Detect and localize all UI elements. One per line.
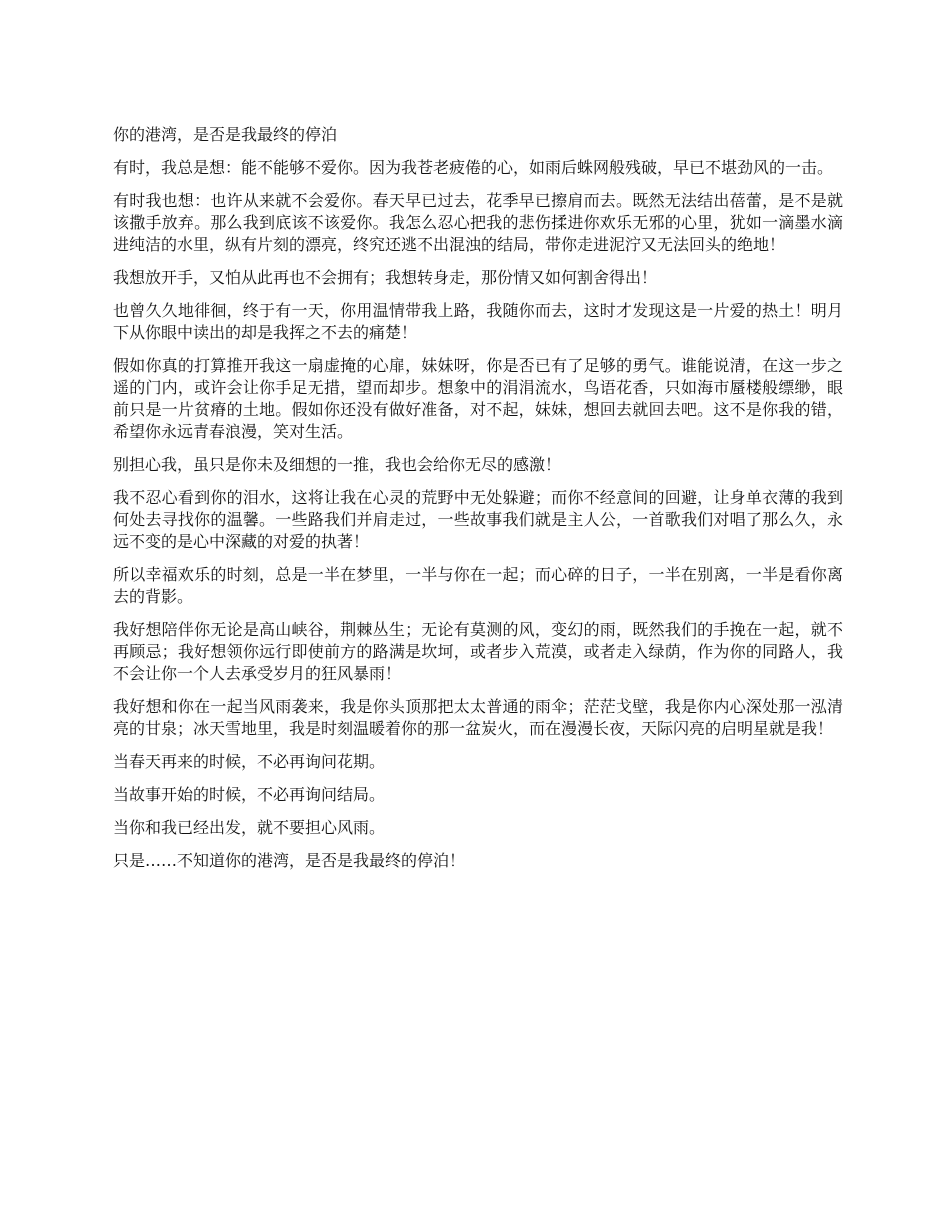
paragraph: 当故事开始的时候，不必再询问结局。 <box>113 785 386 804</box>
paragraph: 我不忍心看到你的泪水，这将让我在心灵的荒野中无处躲避；而你不经意间的回避，让身单衣薄的我到何处去寻找你的温馨。一些路我们并肩走过，一些故事我们就是主人公，一首歌我们对唱了那么久，永远不变的是心中深藏的对爱的执著！ <box>113 488 843 551</box>
paragraph: 别担心我，虽只是你未及细想的一推，我也会给你无尽的感激！ <box>113 455 562 474</box>
document-title: 你的港湾，是否是我最终的停泊 <box>113 125 338 144</box>
paragraph: 有时我也想：也许从来就不会爱你。春天早已过去，花季早已擦肩而去。既然无法结出蓓蕾，是不是就该撒手放弃。那么我到底该不该爱你。我怎么忍心把我的悲伤揉进你欢乐无邪的心里，犹如一滴墨水滴进纯洁的水里，纵有片刻的漂亮，终究还逃不出混浊的结局，带你走进泥泞又无法回头的绝地！ <box>113 191 843 254</box>
paragraph: 假如你真的打算推开我这一扇虚掩的心扉，妹妹呀，你是否已有了足够的勇气。谁能说清，在这一步之遥的门内，或许会让你手足无措，望而却步。想象中的涓涓流水，鸟语花香，只如海市蜃楼般缥缈，眼前只是一片贫瘠的土地。假如你还没有做好准备，对不起，妹妹，想回去就回去吧。这不是你我的错，希望你永远青春浪漫，笑对生活。 <box>113 356 843 441</box>
paragraph: 我想放开手，又怕从此再也不会拥有；我想转身走，那份情又如何割舍得出！ <box>113 268 658 287</box>
paragraph: 我好想陪伴你无论是高山峡谷，荆棘丛生；无论有莫测的风，变幻的雨，既然我们的手挽在一起，就不再顾忌；我好想领你远行即使前方的路满是坎坷，或者步入荒漠，或者走入绿荫，作为你的同路人，我不会让你一个人去承受岁月的狂风暴雨！ <box>113 620 843 683</box>
paragraph: 所以幸福欢乐的时刻，总是一半在梦里，一半与你在一起；而心碎的日子，一半在别离，一半是看你离去的背影。 <box>113 565 843 606</box>
paragraph: 当你和我已经出发，就不要担心风雨。 <box>113 818 386 837</box>
paragraph: 当春天再来的时候，不必再询问花期。 <box>113 752 386 771</box>
paragraph: 只是……不知道你的港湾，是否是我最终的停泊！ <box>113 851 466 870</box>
document-page <box>113 124 843 883</box>
paragraph: 我好想和你在一起当风雨袭来，我是你头顶那把太太普通的雨伞；茫茫戈壁，我是你内心深处那一泓清亮的甘泉；冰天雪地里，我是时刻温暖着你的那一盆炭火，而在漫漫长夜，天际闪亮的启明星就是我！ <box>113 697 843 738</box>
paragraph: 有时，我总是想：能不能够不爱你。因为我苍老疲倦的心，如雨后蛛网般残破，早已不堪劲风的一击。 <box>113 158 834 177</box>
paragraph: 也曾久久地徘徊，终于有一天，你用温情带我上路，我随你而去，这时才发现这是一片爱的热土！明月下从你眼中读出的却是我挥之不去的痛楚！ <box>113 301 843 342</box>
